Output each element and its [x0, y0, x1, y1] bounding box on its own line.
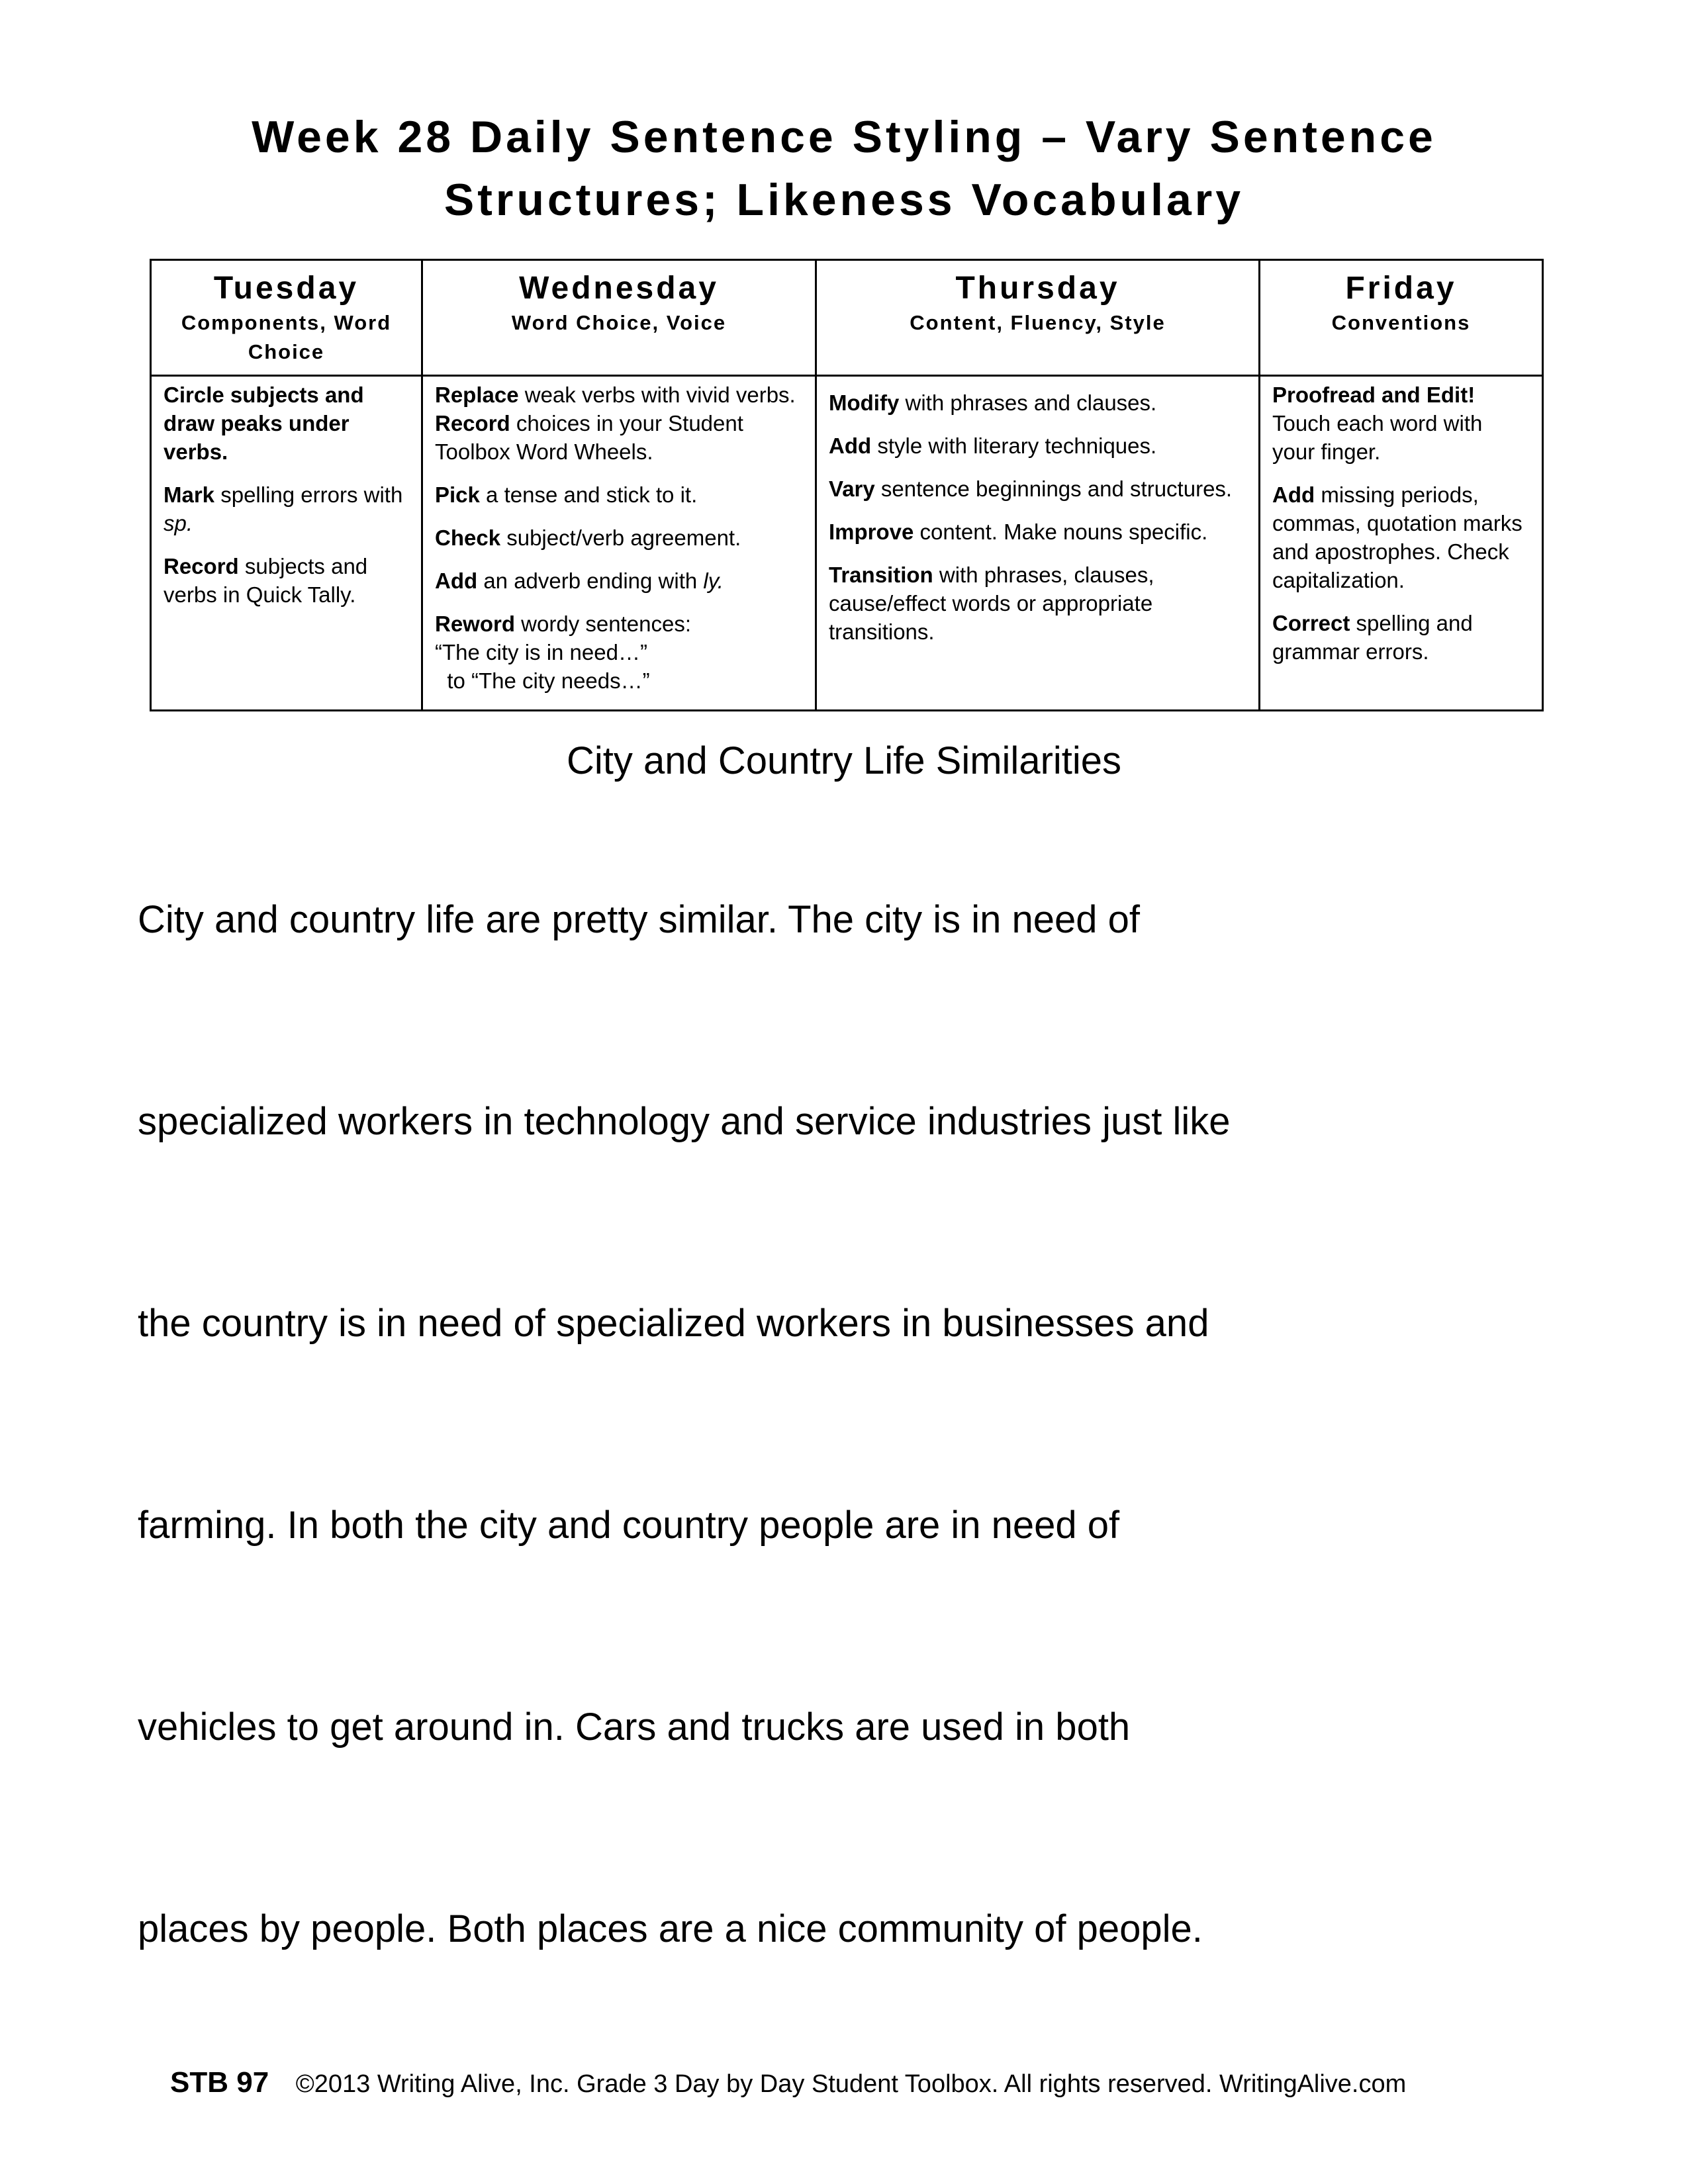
- focus-label: Content, Fluency, Style: [910, 311, 1166, 334]
- daily-plan-table: [150, 259, 1544, 711]
- instruction-item: Replace weak verbs with vivid verbs. Record choices in your Student Toolbox Word Wheels.: [435, 383, 796, 464]
- title-line-1: Week 28 Daily Sentence Styling – Vary Sentence: [252, 112, 1436, 162]
- day-label: Wednesday: [519, 271, 719, 306]
- focus-label: Conventions: [1331, 311, 1471, 334]
- focus-label: Word Choice, Voice: [511, 311, 727, 334]
- day-label: Tuesday: [213, 271, 359, 306]
- paragraph-line: places by people. Both places are a nice community of people.: [138, 1907, 1203, 1950]
- table-header-row: [151, 260, 1543, 376]
- focus-label: Components, Word Choice: [181, 311, 392, 363]
- paragraph-line: farming. In both the city and country people are in need of: [138, 1504, 1120, 1547]
- day-label: Friday: [1345, 271, 1457, 306]
- instruction-item: Correct spelling and grammar errors.: [1272, 611, 1473, 664]
- paragraph-line: the country is in need of specialized workers in businesses and: [138, 1302, 1209, 1345]
- table-body-row: [151, 376, 1543, 711]
- instruction-item: Add an adverb ending with ly.: [435, 569, 724, 593]
- header-tuesday: [151, 260, 422, 376]
- cell-thursday: [816, 376, 1260, 711]
- document-heading: City and Country Life Similarities: [566, 739, 1122, 782]
- instruction-item: Add missing periods, commas, quotation marks and apostrophes. Check capitalization.: [1272, 482, 1523, 592]
- header-wednesday: [422, 260, 816, 376]
- header-friday: [1260, 260, 1543, 376]
- cell-tuesday: [151, 376, 422, 711]
- instruction-item: Circle subjects and draw peaks under verbs.: [164, 383, 364, 464]
- page-code: STB 97: [170, 2066, 269, 2099]
- instruction-item: Modify with phrases and clauses.: [829, 390, 1157, 415]
- title-line-2: Structures; Likeness Vocabulary: [444, 175, 1244, 225]
- cell-wednesday: [422, 376, 816, 711]
- instruction-item: Vary sentence beginnings and structures.: [829, 477, 1233, 501]
- day-label: Thursday: [955, 271, 1120, 306]
- instruction-item: Proofread and Edit! Touch each word with your finger.: [1272, 383, 1483, 464]
- instruction-item: Add style with literary techniques.: [829, 433, 1157, 458]
- worksheet-title: [132, 106, 1556, 232]
- header-thursday: [816, 260, 1260, 376]
- instruction-item: Check subject/verb agreement.: [435, 525, 741, 550]
- instruction-item: Mark spelling errors with sp.: [164, 482, 403, 535]
- instruction-item: Pick a tense and stick to it.: [435, 482, 698, 507]
- instruction-item: Record subjects and verbs in Quick Tally.: [164, 554, 368, 607]
- page-footer: [170, 2066, 1406, 2101]
- paragraph-line: vehicles to get around in. Cars and trucks are used in both: [138, 1706, 1131, 1749]
- copyright-text: ©2013 Writing Alive, Inc. Grade 3 Day by Day Student Toolbox. All rights reserved. WritingAlive.com: [295, 2070, 1407, 2098]
- paragraph-line: City and country life are pretty similar. The city is in need of: [138, 898, 1141, 941]
- paragraph-line: specialized workers in technology and service industries just like: [138, 1100, 1231, 1143]
- instruction-item: Improve content. Make nouns specific.: [829, 520, 1208, 544]
- instruction-item: Reword wordy sentences: “The city is in need…” to “The city needs…”: [435, 612, 691, 693]
- instruction-item: Transition with phrases, clauses, cause/effect words or appropriate transitions.: [829, 563, 1154, 644]
- cell-friday: [1260, 376, 1543, 711]
